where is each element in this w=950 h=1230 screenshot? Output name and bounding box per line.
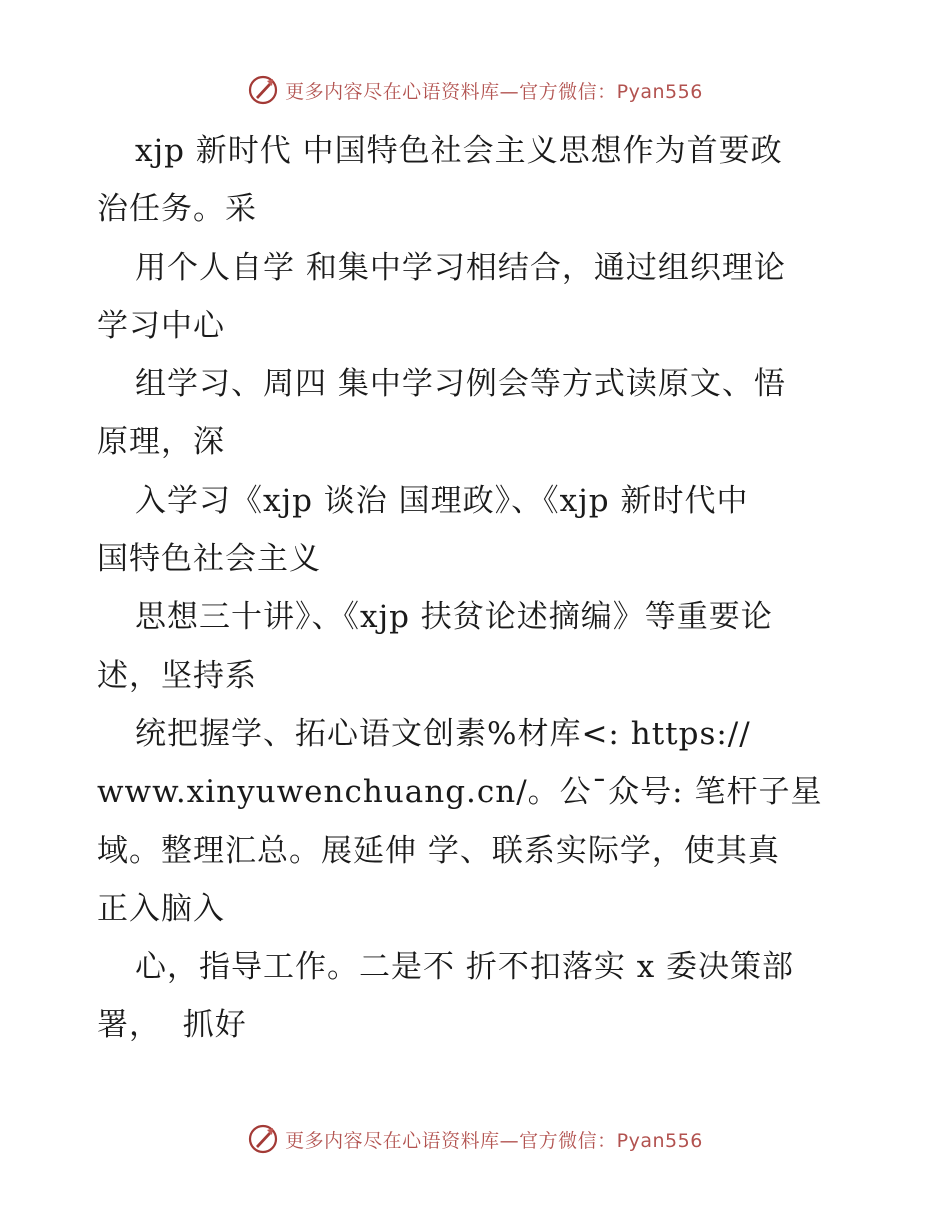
header-banner-group bbox=[247, 74, 703, 106]
body-line: 治任务。采 bbox=[97, 191, 257, 228]
footer-banner-text: 更多内容尽在心语资料库—官方微信：Pyan556 bbox=[285, 1129, 703, 1152]
body-line: 入学习《xjp 谈治 国理政》、《xjp 新时代中 bbox=[135, 482, 749, 519]
body-line: 域。整理汇总。展延伸 学、联系实际学，使其真 bbox=[97, 832, 780, 869]
page-footer-banner bbox=[0, 1121, 950, 1157]
body-line: 统把握学、拓心语文创素%材库<: https:// bbox=[135, 715, 751, 752]
body-line: www.xinyuwenchuang.cn/。公¯众号: 笔杆子星 bbox=[97, 774, 823, 811]
body-line: 国特色社会主义 bbox=[97, 541, 321, 578]
page-header-banner bbox=[0, 72, 950, 108]
body-line: 学习中心 bbox=[97, 307, 225, 344]
body-line: xjp 新时代 中国特色社会主义思想作为首要政 bbox=[135, 133, 783, 169]
body-line: 原理，深 bbox=[97, 424, 225, 461]
document-body bbox=[97, 122, 857, 1055]
body-line: 心，指导工作。二是不 折不扣落实 x 委决策部 bbox=[135, 949, 795, 986]
body-line: 正入脑入 bbox=[97, 890, 225, 927]
body-line: 用个人自学 和集中学习相结合，通过组织理论 bbox=[135, 249, 786, 286]
body-line: 述，坚持系 bbox=[97, 657, 257, 694]
body-line: 署， 抓好 bbox=[97, 1007, 247, 1044]
body-line: 组学习、周四 集中学习例会等方式读原文、悟 bbox=[135, 366, 786, 403]
body-line: 思想三十讲》、《xjp 扶贫论述摘编》等重要论 bbox=[135, 599, 773, 636]
footer-banner-group bbox=[247, 1123, 703, 1155]
quill-pen-logo-icon bbox=[247, 1123, 279, 1155]
quill-pen-logo-icon bbox=[247, 74, 279, 106]
header-banner-text: 更多内容尽在心语资料库—官方微信：Pyan556 bbox=[285, 80, 703, 103]
